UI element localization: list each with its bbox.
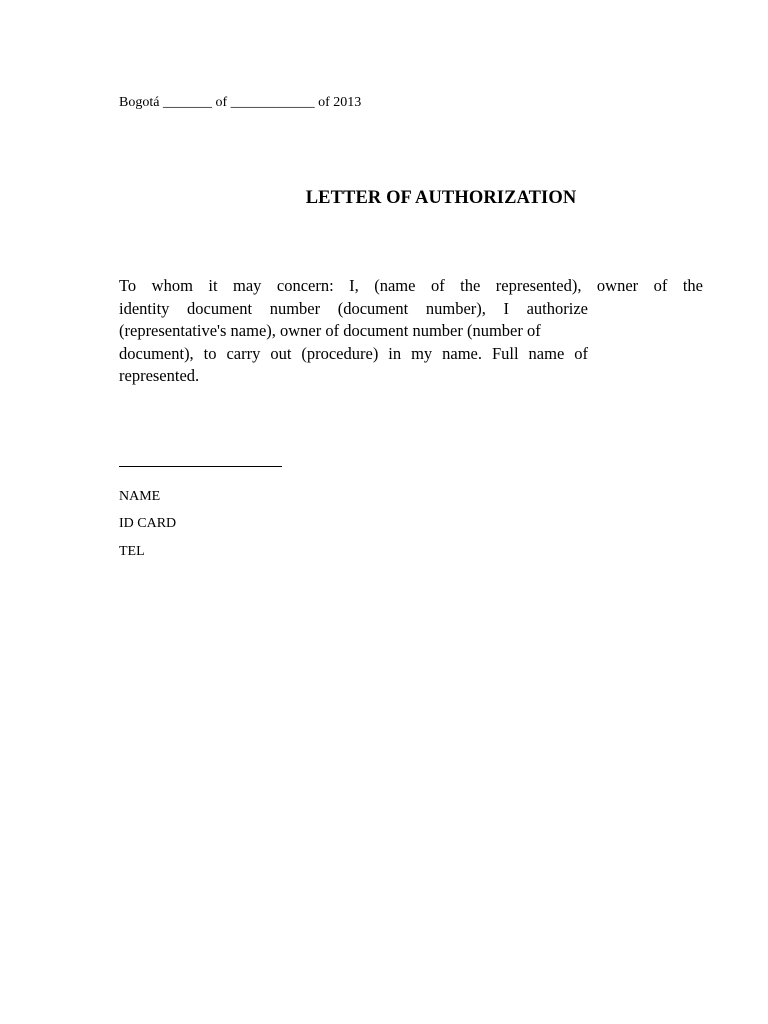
body-line-3: (representative's name), owner of document number (number of	[119, 321, 541, 341]
id-card-label: ID CARD	[119, 516, 177, 531]
body-line-4: document), to carry out (procedure) in my name. Full name of	[119, 343, 588, 363]
signature-line	[119, 466, 282, 467]
body-line-5: represented.	[119, 366, 200, 386]
body-line-1: To whom it may concern: I, (name of the represented), owner of the	[119, 276, 703, 295]
body-line-2: identity document number (document number), I authorize	[119, 298, 588, 318]
letter-body	[119, 275, 703, 388]
name-label: NAME	[119, 489, 161, 504]
tel-label: TEL	[119, 544, 145, 559]
date-line: Bogotá _______ of ____________ of 2013	[119, 95, 362, 110]
document-title: LETTER OF AUTHORIZATION	[305, 188, 577, 208]
